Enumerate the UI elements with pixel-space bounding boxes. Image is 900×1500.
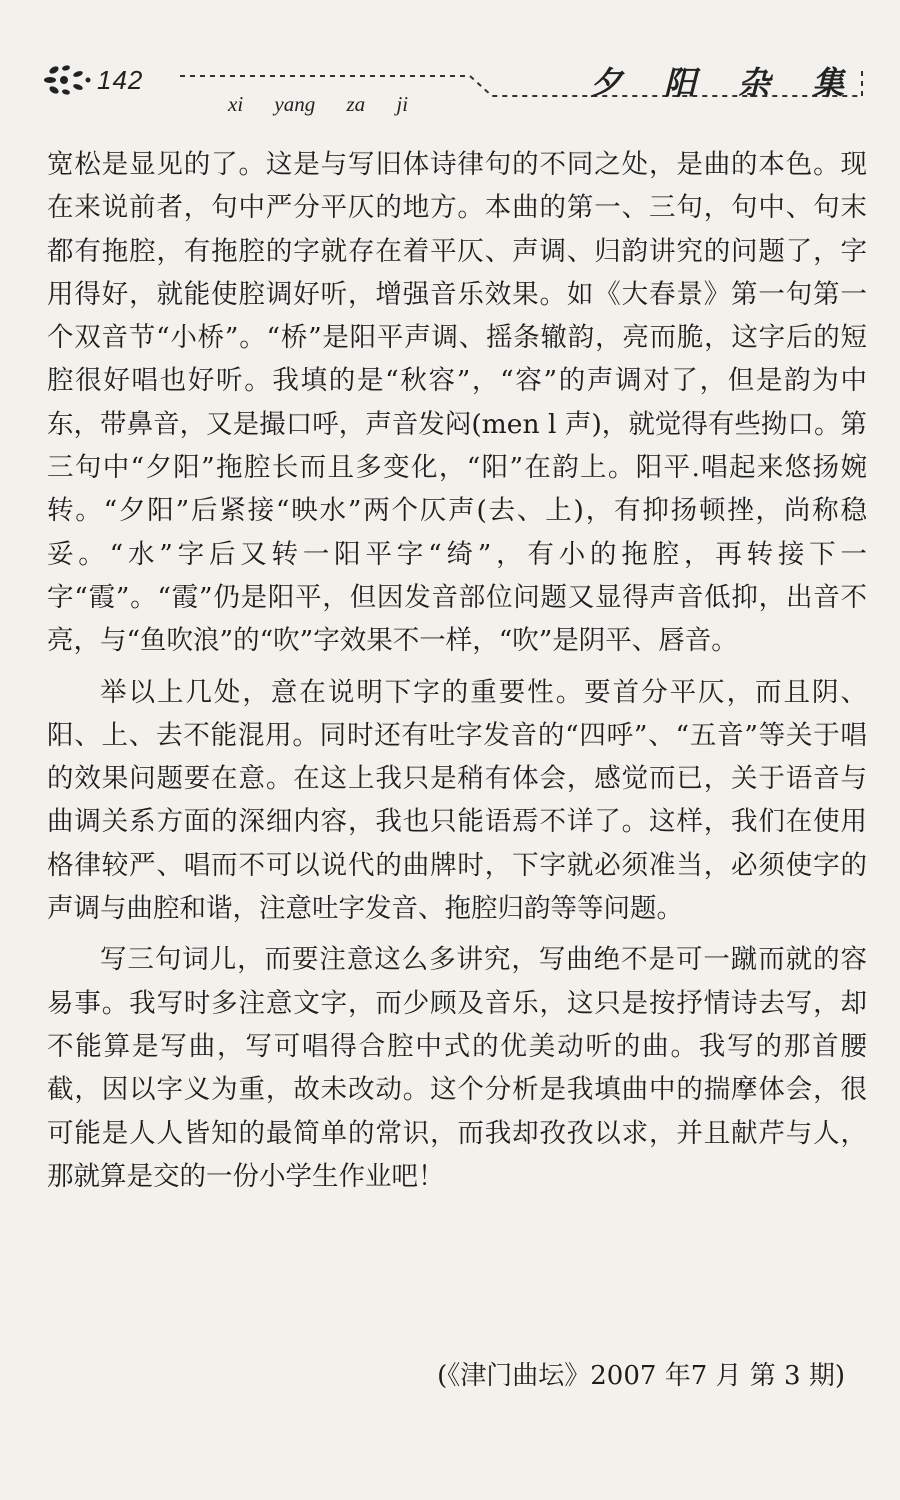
page-header — [0, 0, 900, 140]
flower-ornament-icon — [40, 60, 100, 100]
title-pinyin: xi yang za ji — [228, 92, 409, 116]
page-number: 142 — [97, 65, 144, 95]
article-body — [47, 143, 867, 1198]
paragraph-3: 写三句词儿，而要注意这么多讲究，写曲绝不是可一蹴而就的容易事。我写时多注意文字，而少顾及音乐，这只是按抒情诗去写，却不能算是写曲，写可唱得合腔中式的优美动听的曲。我写的那首腰截，因以字义为重，故未改动。这个分析是我填曲中的揣摩体会，很可能是人人皆知的最简单的常识，而我却孜孜以求，并且献芹与人，那就算是交的一份小学生作业吧！ — [47, 944, 867, 1192]
paragraph-1: 宽松是显见的了。这是与写旧体诗律句的不同之处，是曲的本色。现在来说前者，句中严分平仄的地方。本曲的第一、三句，句中、句末都有拖腔，有拖腔的字就存在着平仄、声调、归韵讲究的问题了，字用得好，就能使腔调好听，增强音乐效果。如《大春景》第一句第一个双音节“小桥”。“桥”是阳平声调、摇条辙韵，亮而脆，这字后的短腔很好唱也好听。我填的是“秋容”，“容”的声调对了，但是韵为中东，带鼻音，又是撮口呼，声音发闷(men l 声)，就觉得有些拗口。第三句中“夕阳”拖腔长而且多变化，“阳”在韵上。阳平.唱起来悠扬婉转。“夕阳”后紧接“映水”两个仄声(去、上)，有抑扬顿挫，尚称稳妥。“水”字后又转一阳平字“绮”，有小的拖腔，再转接下一字“霞”。“霞”仍是阳平，但因发音部位问题又显得声音低抑，出音不亮，与“鱼吹浪”的“吹”字效果不一样，“吹”是阴平、唇音。 — [47, 149, 867, 657]
book-title: 夕阳杂集 — [590, 64, 887, 102]
paragraph-2: 举以上几处，意在说明下字的重要性。要首分平仄，而且阴、阳、上、去不能混用。同时还有吐字发音的“四呼”、“五音”等关于唱的效果问题要在意。在这上我只是稍有体会，感觉而已，关于语音与曲调关系方面的深细内容，我也只能语焉不详了。这样，我们在使用格律较严、唱而不可以说代的曲牌时，下字就必须准当，必须使字的声调与曲腔和谐，注意吐字发音、拖腔归韵等等问题。 — [47, 676, 867, 925]
source-citation: (《津门曲坛》2007 年7 月 第 3 期) — [437, 1361, 845, 1391]
